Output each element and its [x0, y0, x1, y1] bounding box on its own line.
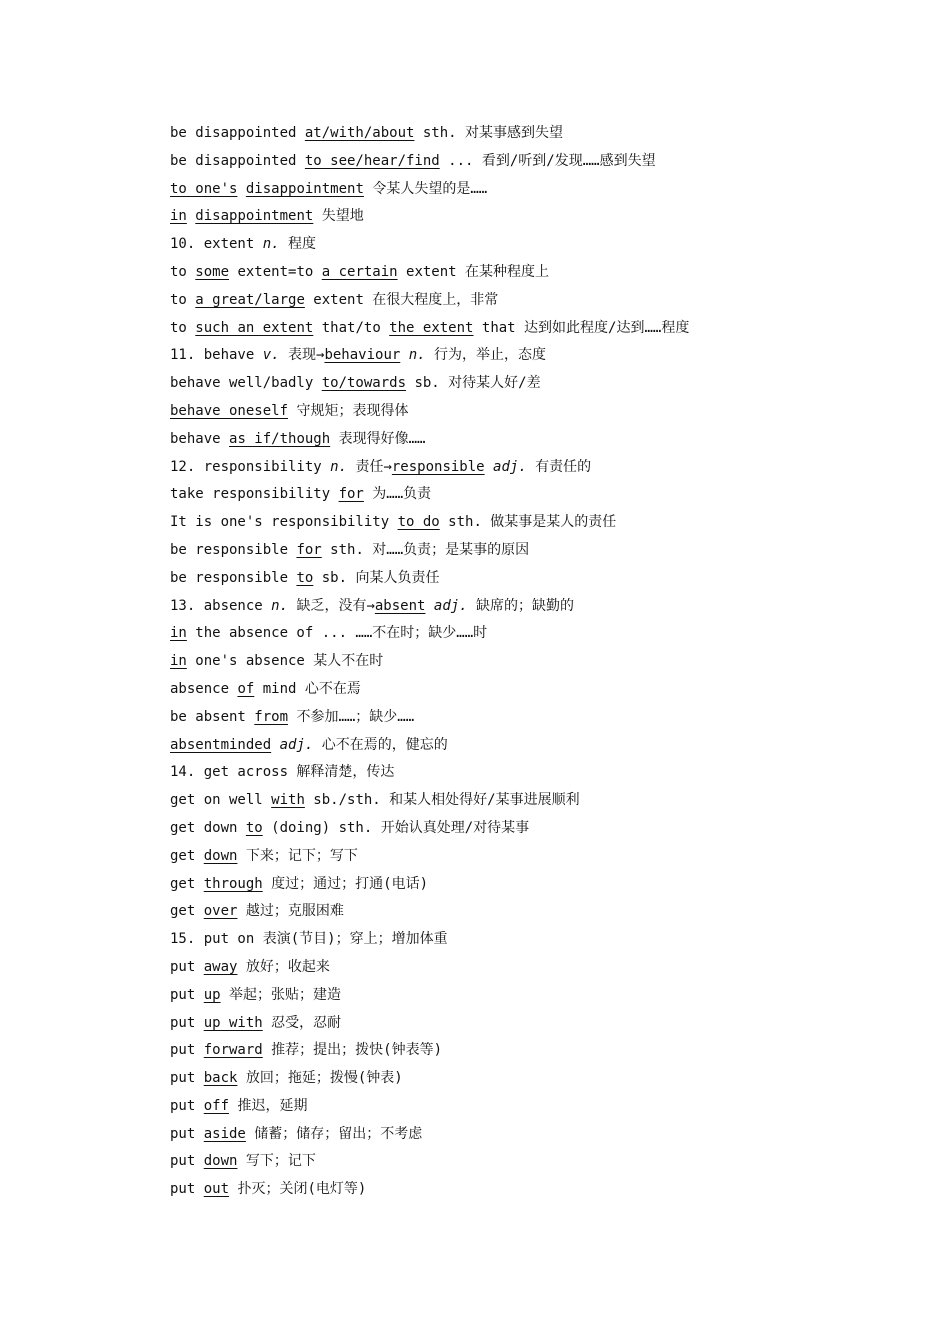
line-text: [400, 347, 408, 363]
line-text: sb. 向某人负责任: [313, 569, 440, 586]
vocab-line: [170, 593, 910, 621]
line-text: (doing) sth. 开始认真处理/对待某事: [262, 819, 530, 836]
line-text: 15. put on 表演(节目)；穿上；增加体重: [170, 931, 448, 948]
answer-blank-text: in: [170, 208, 187, 225]
line-text: behave: [170, 430, 230, 447]
part-of-speech: v.: [262, 347, 280, 364]
line-text: 责任→: [347, 458, 392, 475]
line-text: be disappointed: [170, 125, 305, 141]
answer-blank-text: in: [170, 625, 187, 642]
part-of-speech: n.: [271, 597, 289, 614]
vocab-line: [170, 898, 910, 926]
answer-blank-text: to: [245, 819, 263, 836]
vocab-line: [170, 787, 910, 815]
vocab-line: [170, 565, 910, 593]
answer-blank-text: back: [203, 1070, 238, 1087]
line-text: put: [170, 986, 204, 1003]
part-of-speech: n.: [330, 458, 348, 475]
line-text: 下来；记下；写下: [237, 847, 358, 864]
vocab-line: [170, 370, 910, 398]
line-text: 13. absence: [170, 597, 272, 614]
line-text: ... 看到/听到/发现……感到失望: [439, 152, 656, 169]
answer-blank-text: up: [203, 986, 221, 1003]
line-text: to: [170, 263, 196, 280]
part-of-speech: adj.: [279, 736, 314, 753]
line-text: get: [170, 875, 204, 892]
vocab-line: [170, 231, 910, 259]
answer-blank-text: disappointment: [245, 180, 364, 197]
vocab-line: [170, 148, 910, 176]
vocab-line: [170, 1037, 910, 1065]
line-text: 缺乏，没有→: [288, 597, 375, 614]
line-text: be responsible: [170, 541, 297, 558]
line-text: that 达到如此程度/达到……程度: [473, 319, 690, 336]
answer-blank-text: to: [296, 569, 314, 586]
vocab-line: [170, 954, 910, 982]
line-text: [237, 181, 245, 197]
vocab-line: [170, 426, 910, 454]
vocab-line: [170, 203, 910, 231]
line-text: 守规矩；表现得体: [288, 402, 409, 419]
vocab-line: [170, 1121, 910, 1149]
line-text: sth. 对某事感到失望: [414, 125, 564, 141]
answer-blank-text: responsible: [391, 458, 485, 475]
line-text: 10. extent: [170, 236, 263, 253]
vocab-line: [170, 342, 910, 370]
line-text: 程度: [279, 236, 317, 253]
line-text: be responsible: [170, 569, 297, 586]
answer-blank-text: such an extent: [195, 319, 314, 336]
line-text: put: [170, 1070, 204, 1087]
line-text: 为……负责: [363, 486, 432, 503]
answer-blank-text: down: [203, 1153, 238, 1170]
answer-blank-text: away: [203, 958, 238, 975]
line-text: 有责任的: [526, 458, 592, 475]
answer-blank-text: over: [203, 903, 238, 920]
line-text: [485, 459, 493, 475]
vocab-line: [170, 620, 910, 648]
vocab-line: [170, 398, 910, 426]
vocab-line: [170, 481, 910, 509]
line-text: get on well: [170, 792, 272, 809]
vocab-line: [170, 176, 910, 204]
vocab-line: [170, 1093, 910, 1121]
line-text: 表现→: [279, 347, 325, 364]
line-text: put: [170, 1125, 204, 1142]
line-text: 心不在焉的，健忘的: [313, 736, 448, 753]
line-text: 14. get across 解释清楚，传达: [170, 764, 395, 781]
answer-blank-text: absentminded: [170, 736, 272, 753]
vocab-line: [170, 843, 910, 871]
answer-blank-text: behave oneself: [170, 402, 289, 419]
answer-blank-text: some: [195, 263, 230, 280]
line-text: put: [170, 958, 204, 975]
part-of-speech: adj.: [433, 597, 468, 614]
line-text: behave well/badly: [170, 375, 322, 392]
line-text: 写下；记下: [237, 1153, 316, 1170]
answer-blank-text: disappointment: [195, 208, 314, 225]
vocab-line: [170, 759, 910, 787]
line-text: 推迟，延期: [229, 1097, 308, 1114]
vocab-line: [170, 1148, 910, 1176]
answer-blank-text: at/with/about: [304, 125, 415, 141]
answer-blank-text: for: [338, 486, 364, 503]
line-text: put: [170, 1153, 204, 1170]
line-text: get: [170, 847, 204, 864]
answer-blank-text: forward: [203, 1042, 263, 1059]
answer-blank-text: with: [271, 792, 305, 809]
line-text: 度过；通过；打通(电话): [262, 875, 429, 892]
line-text: 12. responsibility: [170, 458, 331, 475]
line-text: 令某人失望的是……: [363, 180, 488, 197]
answer-blank-text: for: [296, 541, 322, 558]
answer-blank-text: of: [237, 680, 255, 697]
answer-blank-text: from: [254, 708, 289, 725]
line-text: mind 心不在焉: [254, 680, 361, 697]
line-text: [425, 598, 433, 614]
line-text: 忍受，忍耐: [262, 1014, 342, 1031]
vocab-line: [170, 1010, 910, 1038]
line-text: 表现得好像……: [330, 430, 426, 447]
line-text: extent 在很大程度上，非常: [304, 291, 499, 308]
answer-blank-text: to do: [397, 514, 440, 531]
line-text: get: [170, 903, 204, 920]
vocab-line: [170, 454, 910, 482]
line-text: be disappointed: [170, 152, 305, 169]
line-text: 举起；张贴；建造: [220, 986, 342, 1003]
vocab-line: [170, 259, 910, 287]
line-text: one's absence 某人不在时: [186, 653, 384, 670]
line-text: 储蓄；储存；留出；不考虑: [245, 1125, 423, 1142]
line-text: be absent: [170, 708, 255, 725]
vocab-line: [170, 871, 910, 899]
line-text: absence: [170, 680, 238, 697]
answer-blank-text: off: [203, 1097, 230, 1114]
line-text: 越过；克服困难: [237, 903, 344, 920]
line-text: get down: [170, 819, 246, 836]
answer-blank-text: to see/hear/find: [304, 152, 440, 169]
line-text: extent=to: [229, 263, 322, 280]
line-text: 扑灭；关闭(电灯等): [229, 1181, 367, 1198]
vocab-line: [170, 704, 910, 732]
vocab-line: [170, 926, 910, 954]
answer-blank-text: as if/though: [229, 430, 331, 447]
vocab-line: [170, 648, 910, 676]
answer-blank-text: in: [170, 653, 187, 670]
answer-blank-text: the extent: [389, 319, 474, 336]
vocab-line: [170, 120, 910, 148]
answer-blank-text: behaviour: [324, 347, 401, 364]
vocab-line: [170, 287, 910, 315]
answer-blank-text: up with: [203, 1014, 263, 1031]
line-text: It is one's responsibility: [170, 514, 398, 531]
document-page: [170, 120, 910, 1204]
line-text: 失望地: [313, 208, 364, 225]
line-text: sth. 对……负责；是某事的原因: [321, 541, 530, 558]
line-text: 不参加……；缺少……: [288, 708, 415, 725]
line-text: take responsibility: [170, 486, 339, 503]
answer-blank-text: down: [203, 847, 238, 864]
line-text: put: [170, 1014, 204, 1031]
vocab-line: [170, 676, 910, 704]
line-text: the absence of ... ……不在时；缺少……时: [186, 625, 488, 642]
vocab-line: [170, 982, 910, 1010]
vocab-line: [170, 315, 910, 343]
line-text: sb./sth. 和某人相处得好/某事进展顺利: [304, 792, 580, 809]
line-text: 行为，举止，态度: [425, 347, 547, 364]
line-text: sth. 做某事是某人的责任: [439, 514, 617, 531]
vocab-line: [170, 537, 910, 565]
answer-blank-text: out: [203, 1181, 230, 1198]
answer-blank-text: aside: [203, 1125, 246, 1142]
vocab-line: [170, 815, 910, 843]
line-text: 推荐；提出；拨快(钟表等): [262, 1042, 443, 1059]
line-text: [271, 737, 279, 753]
line-text: that/to: [313, 319, 390, 336]
line-text: 放回；拖延；拨慢(钟表): [237, 1070, 403, 1087]
vocab-line: [170, 1065, 910, 1093]
line-text: 11. behave: [170, 347, 263, 364]
line-text: 放好；收起来: [237, 958, 330, 975]
line-text: 缺席的；缺勤的: [467, 597, 575, 614]
part-of-speech: adj.: [493, 458, 527, 475]
answer-blank-text: a certain: [321, 263, 398, 280]
vocab-line: [170, 732, 910, 760]
line-text: put: [170, 1181, 204, 1198]
vocab-line: [170, 1176, 910, 1204]
vocab-line: [170, 509, 910, 537]
line-text: extent 在某种程度上: [397, 263, 550, 280]
answer-blank-text: through: [203, 875, 263, 892]
part-of-speech: n.: [408, 347, 426, 364]
part-of-speech: n.: [262, 236, 280, 253]
line-text: to: [170, 319, 196, 336]
answer-blank-text: to/towards: [321, 375, 407, 392]
answer-blank-text: absent: [374, 597, 426, 614]
answer-blank-text: a great/large: [195, 291, 305, 308]
line-text: put: [170, 1097, 204, 1114]
line-text: put: [170, 1042, 204, 1059]
line-text: sb. 对待某人好/差: [406, 375, 541, 392]
answer-blank-text: to one's: [170, 180, 238, 197]
line-text: to: [170, 291, 196, 308]
